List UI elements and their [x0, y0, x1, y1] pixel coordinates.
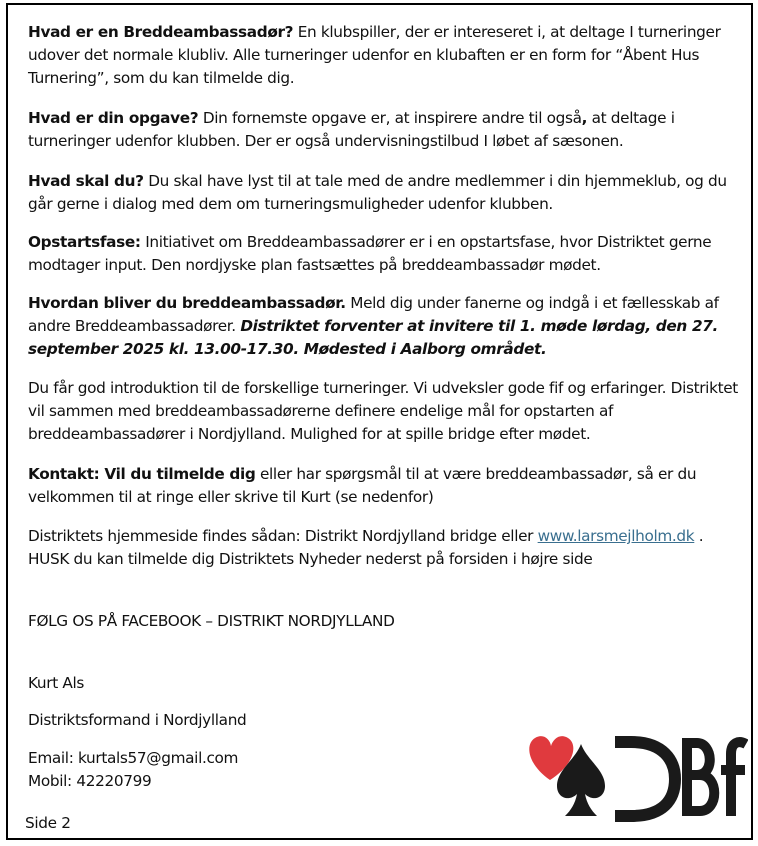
section-task: [28, 107, 743, 153]
startup-heading: Opstartsfase:: [28, 233, 141, 251]
task-comma: ,: [581, 109, 588, 127]
what-is-text: En klubspiller, der er intereseret i, at deltage I turneringer udover det normale klubliv. Alle turneringer udenfor en klubaften er en form for “Åbent Hus Turnering”, som du kan tilmelde dig.: [28, 23, 721, 87]
letter-b: [687, 738, 714, 816]
section-intro: [28, 377, 743, 446]
letter-d: [615, 742, 675, 816]
facebook-line: FØLG OS PÅ FACEBOOK – DISTRIKT NORDJYLLAND: [28, 612, 395, 630]
become-text: Meld dig under fanerne og indgå i et fællesskab af andre Breddeambassadører.: [28, 294, 719, 335]
section-what-is: [28, 21, 743, 90]
startup-text: Initiativet om Breddeambassadører er i en opstartsfase, hvor Distriktet gerne modtager input. Den nordjyske plan fastsættes på breddeambassadør mødet.: [28, 233, 712, 274]
section-become: [28, 292, 743, 361]
task-text-b: at deltage i turneringer udenfor klubben. Der er også undervisningstilbud I løbet af sæsonen.: [28, 109, 675, 150]
section-website: [28, 525, 743, 571]
signature-email: Email: kurtals57@gmail.com: [28, 749, 239, 767]
letter-f: [721, 742, 746, 816]
must-text: Du skal have lyst til at tale med de andre medlemmer i din hjemmeklub, og du går gerne i dialog med dem om turneringsmuligheder udenfor klubben.: [28, 172, 727, 213]
dbf-logo: [523, 730, 748, 822]
intro-text: Du får god introduktion til de forskellige turneringer. Vi udveksler gode fif og erfaringer. Distriktet vil sammen med breddeambassadørerne definere endelige mål for opstarten af breddeambassadører i Nordjylland. Mulighed for at spille bridge efter mødet.: [28, 379, 738, 443]
must-heading: Hvad skal du?: [28, 172, 144, 190]
website-text-a: Distriktets hjemmeside findes sådan: Distrikt Nordjylland bridge eller: [28, 527, 538, 545]
website-link[interactable]: www.larsmejlholm.dk: [537, 527, 695, 545]
what-is-heading: Hvad er en Breddeambassadør?: [28, 23, 294, 41]
section-startup: [28, 231, 743, 277]
document-page: [6, 3, 753, 840]
contact-text: eller har spørgsmål til at være breddeambassadør, så er du velkommen til at ringe eller skrive til Kurt (se nedenfor): [28, 465, 697, 506]
page-number: Side 2: [25, 814, 71, 832]
become-heading: Hvordan bliver du breddeambassadør.: [28, 294, 346, 312]
become-emphasis: Distriktet forventer at invitere til 1. møde lørdag, den 27. september 2025 kl. 13.00-17.30. Mødested i Aalborg området.: [28, 317, 718, 358]
section-must: [28, 170, 743, 216]
task-heading: Hvad er din opgave?: [28, 109, 199, 127]
website-text-b: . HUSK du kan tilmelde dig Distriktets Nyheder nederst på forsiden i højre side: [28, 527, 704, 568]
section-contact: [28, 463, 743, 509]
signature-role: Distriktsformand i Nordjylland: [28, 711, 247, 729]
contact-heading: Kontakt: Vil du tilmelde dig: [28, 465, 256, 483]
signature-name: Kurt Als: [28, 674, 84, 692]
task-text-a: Din fornemste opgave er, at inspirere andre til også: [198, 109, 582, 127]
signature-phone: Mobil: 42220799: [28, 772, 152, 790]
